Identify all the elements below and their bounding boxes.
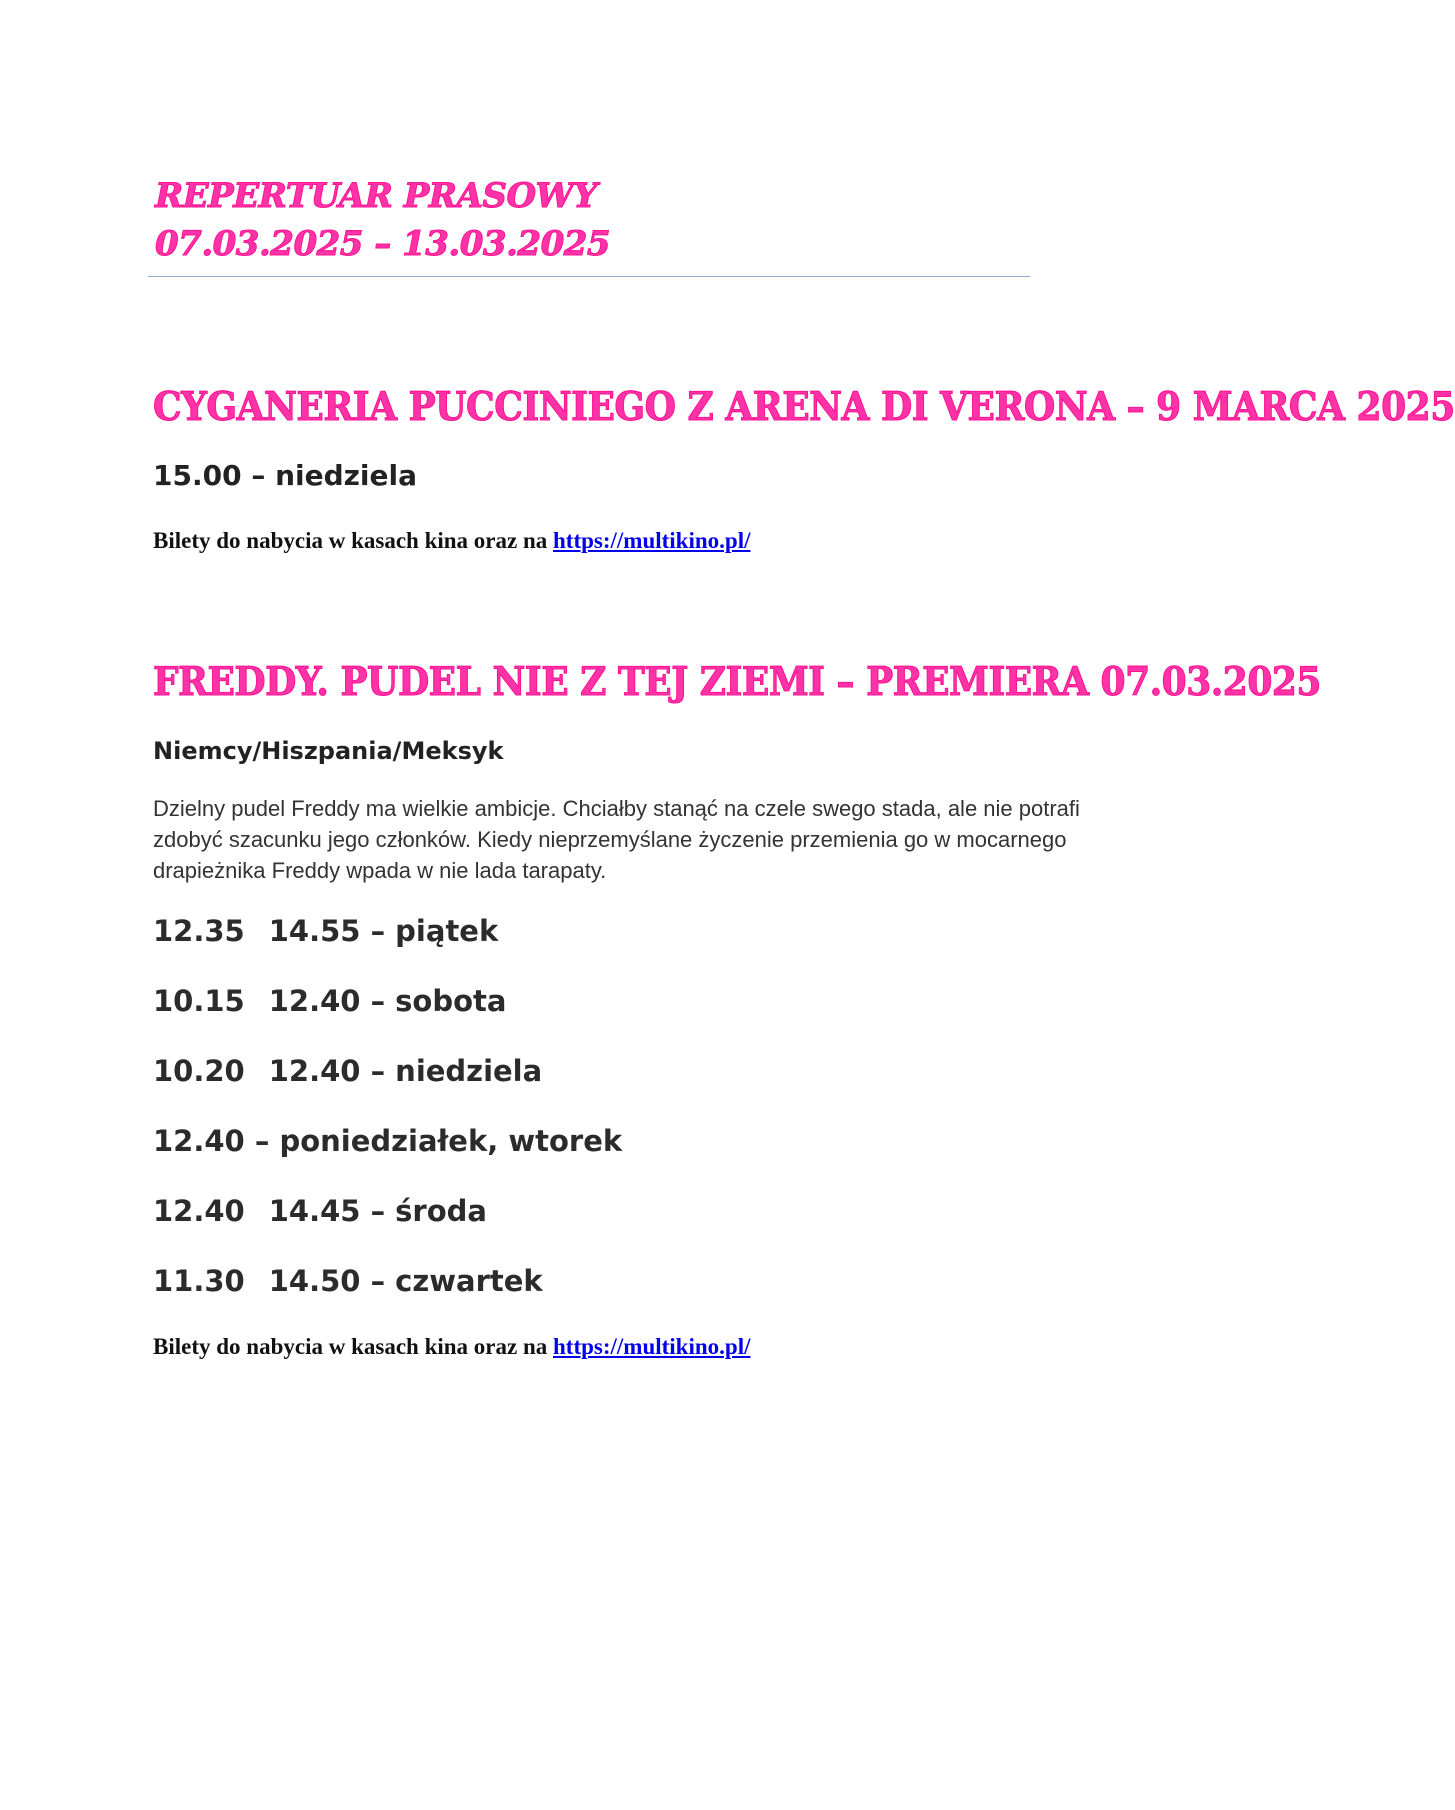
tickets-text: Bilety do nabycia w kasach kina oraz na bbox=[153, 1334, 553, 1359]
schedule-row bbox=[153, 1192, 622, 1262]
weekday: środa bbox=[395, 1194, 487, 1228]
separator: – bbox=[360, 914, 396, 948]
multikino-link[interactable]: https://multikino.pl/ bbox=[553, 1334, 751, 1359]
weekday: niedziela bbox=[395, 1054, 543, 1088]
event-description-freddy: Dzielny pudel Freddy ma wielkie ambicje. Chciałby stanąć na czele swego stada, ale nie potrafi zdobyć szacunku jego członków. Kiedy nieprzemyślane życzenie przemienia go w mocarnego drapieżnika Freddy wpada w nie lada tarapaty. bbox=[153, 796, 1080, 883]
separator: – bbox=[360, 1194, 396, 1228]
schedule-row bbox=[153, 1262, 622, 1332]
tickets-info-freddy bbox=[153, 1332, 750, 1362]
showtime: 12.40 bbox=[153, 1124, 245, 1158]
weekday: czwartek bbox=[395, 1264, 543, 1298]
schedule-row bbox=[153, 982, 622, 1052]
event-showtime-cyganeria: 15.00 – niedziela bbox=[153, 459, 418, 492]
showtime: 11.30 bbox=[153, 1264, 245, 1298]
separator: – bbox=[360, 1264, 396, 1298]
showtime: 14.50 bbox=[268, 1264, 361, 1298]
tickets-text: Bilety do nabycia w kasach kina oraz na bbox=[153, 528, 553, 553]
showtime: 14.45 bbox=[268, 1194, 361, 1228]
separator: – bbox=[244, 1124, 280, 1158]
date-range: 07.03.2025 – 13.03.2025 bbox=[155, 224, 611, 264]
schedule-row bbox=[153, 1052, 622, 1122]
tickets-info-cyganeria bbox=[153, 526, 750, 556]
weekday: sobota bbox=[395, 984, 507, 1018]
weekday: piątek bbox=[395, 914, 499, 948]
repertoire-title: REPERTUAR PRASOWY bbox=[155, 176, 598, 216]
showtime: 12.40 bbox=[153, 1194, 245, 1228]
showtime: 12.40 bbox=[268, 984, 361, 1018]
multikino-link[interactable]: https://multikino.pl/ bbox=[553, 528, 751, 553]
showtime: 12.35 bbox=[153, 914, 245, 948]
event-origin-freddy: Niemcy/Hiszpania/Meksyk bbox=[153, 737, 504, 765]
showtime: 10.15 bbox=[153, 984, 245, 1018]
showtime-schedule bbox=[153, 912, 622, 1332]
schedule-row bbox=[153, 1122, 622, 1192]
event-title-cyganeria: CYGANERIA PUCCINIEGO Z ARENA DI VERONA – 9 MARCA 2025 bbox=[153, 384, 1455, 430]
separator: – bbox=[360, 1054, 396, 1088]
separator: – bbox=[360, 984, 396, 1018]
showtime: 10.20 bbox=[153, 1054, 245, 1088]
schedule-row bbox=[153, 912, 622, 982]
event-title-freddy: FREDDY. PUDEL NIE Z TEJ ZIEMI – PREMIERA 07.03.2025 bbox=[153, 659, 1321, 705]
showtime: 12.40 bbox=[268, 1054, 361, 1088]
header-divider bbox=[148, 276, 1030, 277]
weekday: poniedziałek, wtorek bbox=[279, 1124, 623, 1158]
showtime: 14.55 bbox=[268, 914, 361, 948]
